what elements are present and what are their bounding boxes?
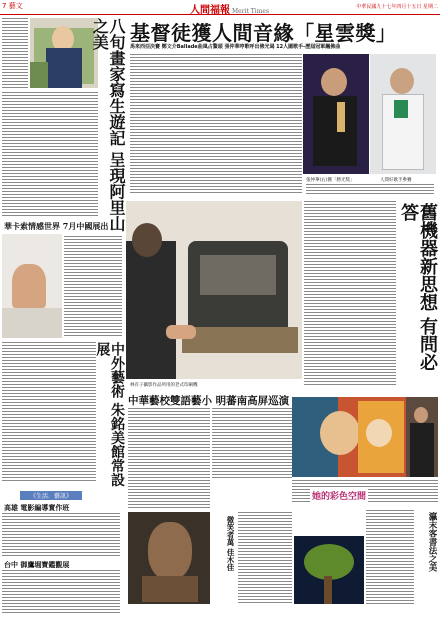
printing-press-photo bbox=[126, 201, 302, 379]
carving-photo bbox=[128, 512, 210, 604]
press-photo-caption: 林有子攝影作品所用的老式印刷機 bbox=[130, 383, 198, 388]
visitor-photo bbox=[406, 397, 438, 477]
main-headline: 基督徒獲人間音緣「星雲獎」 bbox=[130, 21, 397, 45]
news-tag: 《生活．藝訊》 bbox=[20, 491, 82, 500]
feature-text bbox=[304, 201, 396, 386]
exhibit-headline: 華卡索情感世界 7月中國展出 bbox=[4, 221, 109, 231]
news1-title: 高雄 電影編導實作班 bbox=[4, 503, 70, 512]
page-section bbox=[2, 1, 23, 11]
main-article-text bbox=[130, 54, 302, 194]
photo-caption-2: 人間好歌手參賽 bbox=[380, 178, 412, 183]
caption-lines bbox=[306, 184, 434, 196]
left-headline: 八旬畫家寫生遊記 呈現阿里山之美 bbox=[90, 18, 126, 232]
poem-text bbox=[238, 512, 292, 604]
news2-title: 台中 御鷹堀寶鑑觀展 bbox=[4, 560, 70, 569]
photo-caption-1: 張仲華(右)獲「勝光獎」 bbox=[306, 178, 355, 183]
main-subhead: 馬來西亞決賽 鄭文介Ballade曲風占鰲頭 張仲華哼歌呼出佛光谒 12人圍歌手-歷屆冠軍飆佛曲 bbox=[130, 44, 341, 50]
painter-photo bbox=[30, 18, 98, 88]
poem-title: 微笑者萬 佳木佳 bbox=[226, 516, 235, 572]
masthead-english: Merit Times bbox=[232, 8, 270, 15]
exhibit-text bbox=[64, 236, 122, 336]
left-article-text bbox=[2, 92, 98, 218]
masthead-title: 人間福報 bbox=[190, 5, 230, 16]
news1-text bbox=[2, 513, 120, 557]
date-line: 中華民國九十七年四月十五日 星期二 bbox=[356, 4, 438, 10]
section-label: 藝文 bbox=[8, 2, 23, 10]
caption-text bbox=[2, 18, 28, 88]
calligraphy-text bbox=[366, 510, 414, 606]
hands-photo bbox=[2, 234, 62, 338]
art-article-text bbox=[2, 342, 96, 482]
tree-painting bbox=[294, 536, 364, 604]
news2-text bbox=[2, 570, 120, 614]
masthead bbox=[190, 1, 269, 16]
feature-headline: 舊機器新思想 有問必答 bbox=[398, 203, 438, 372]
singer-photo-right bbox=[370, 54, 436, 174]
school-headline: 中華藝校雙語藝小 明蕃南高屏巡演 bbox=[128, 395, 290, 407]
calligraphy-title: 瀛末客書法之美 bbox=[427, 512, 437, 572]
school-text-left bbox=[128, 408, 210, 508]
school-text-right bbox=[212, 408, 292, 480]
painting-image bbox=[292, 397, 406, 477]
page-number: 7 bbox=[2, 2, 7, 10]
art-headline: 中外藝術 朱銘美館常設展 bbox=[94, 342, 125, 487]
singer-photo-left bbox=[303, 54, 369, 174]
art-space-title: 她的彩色空間 bbox=[310, 489, 368, 502]
